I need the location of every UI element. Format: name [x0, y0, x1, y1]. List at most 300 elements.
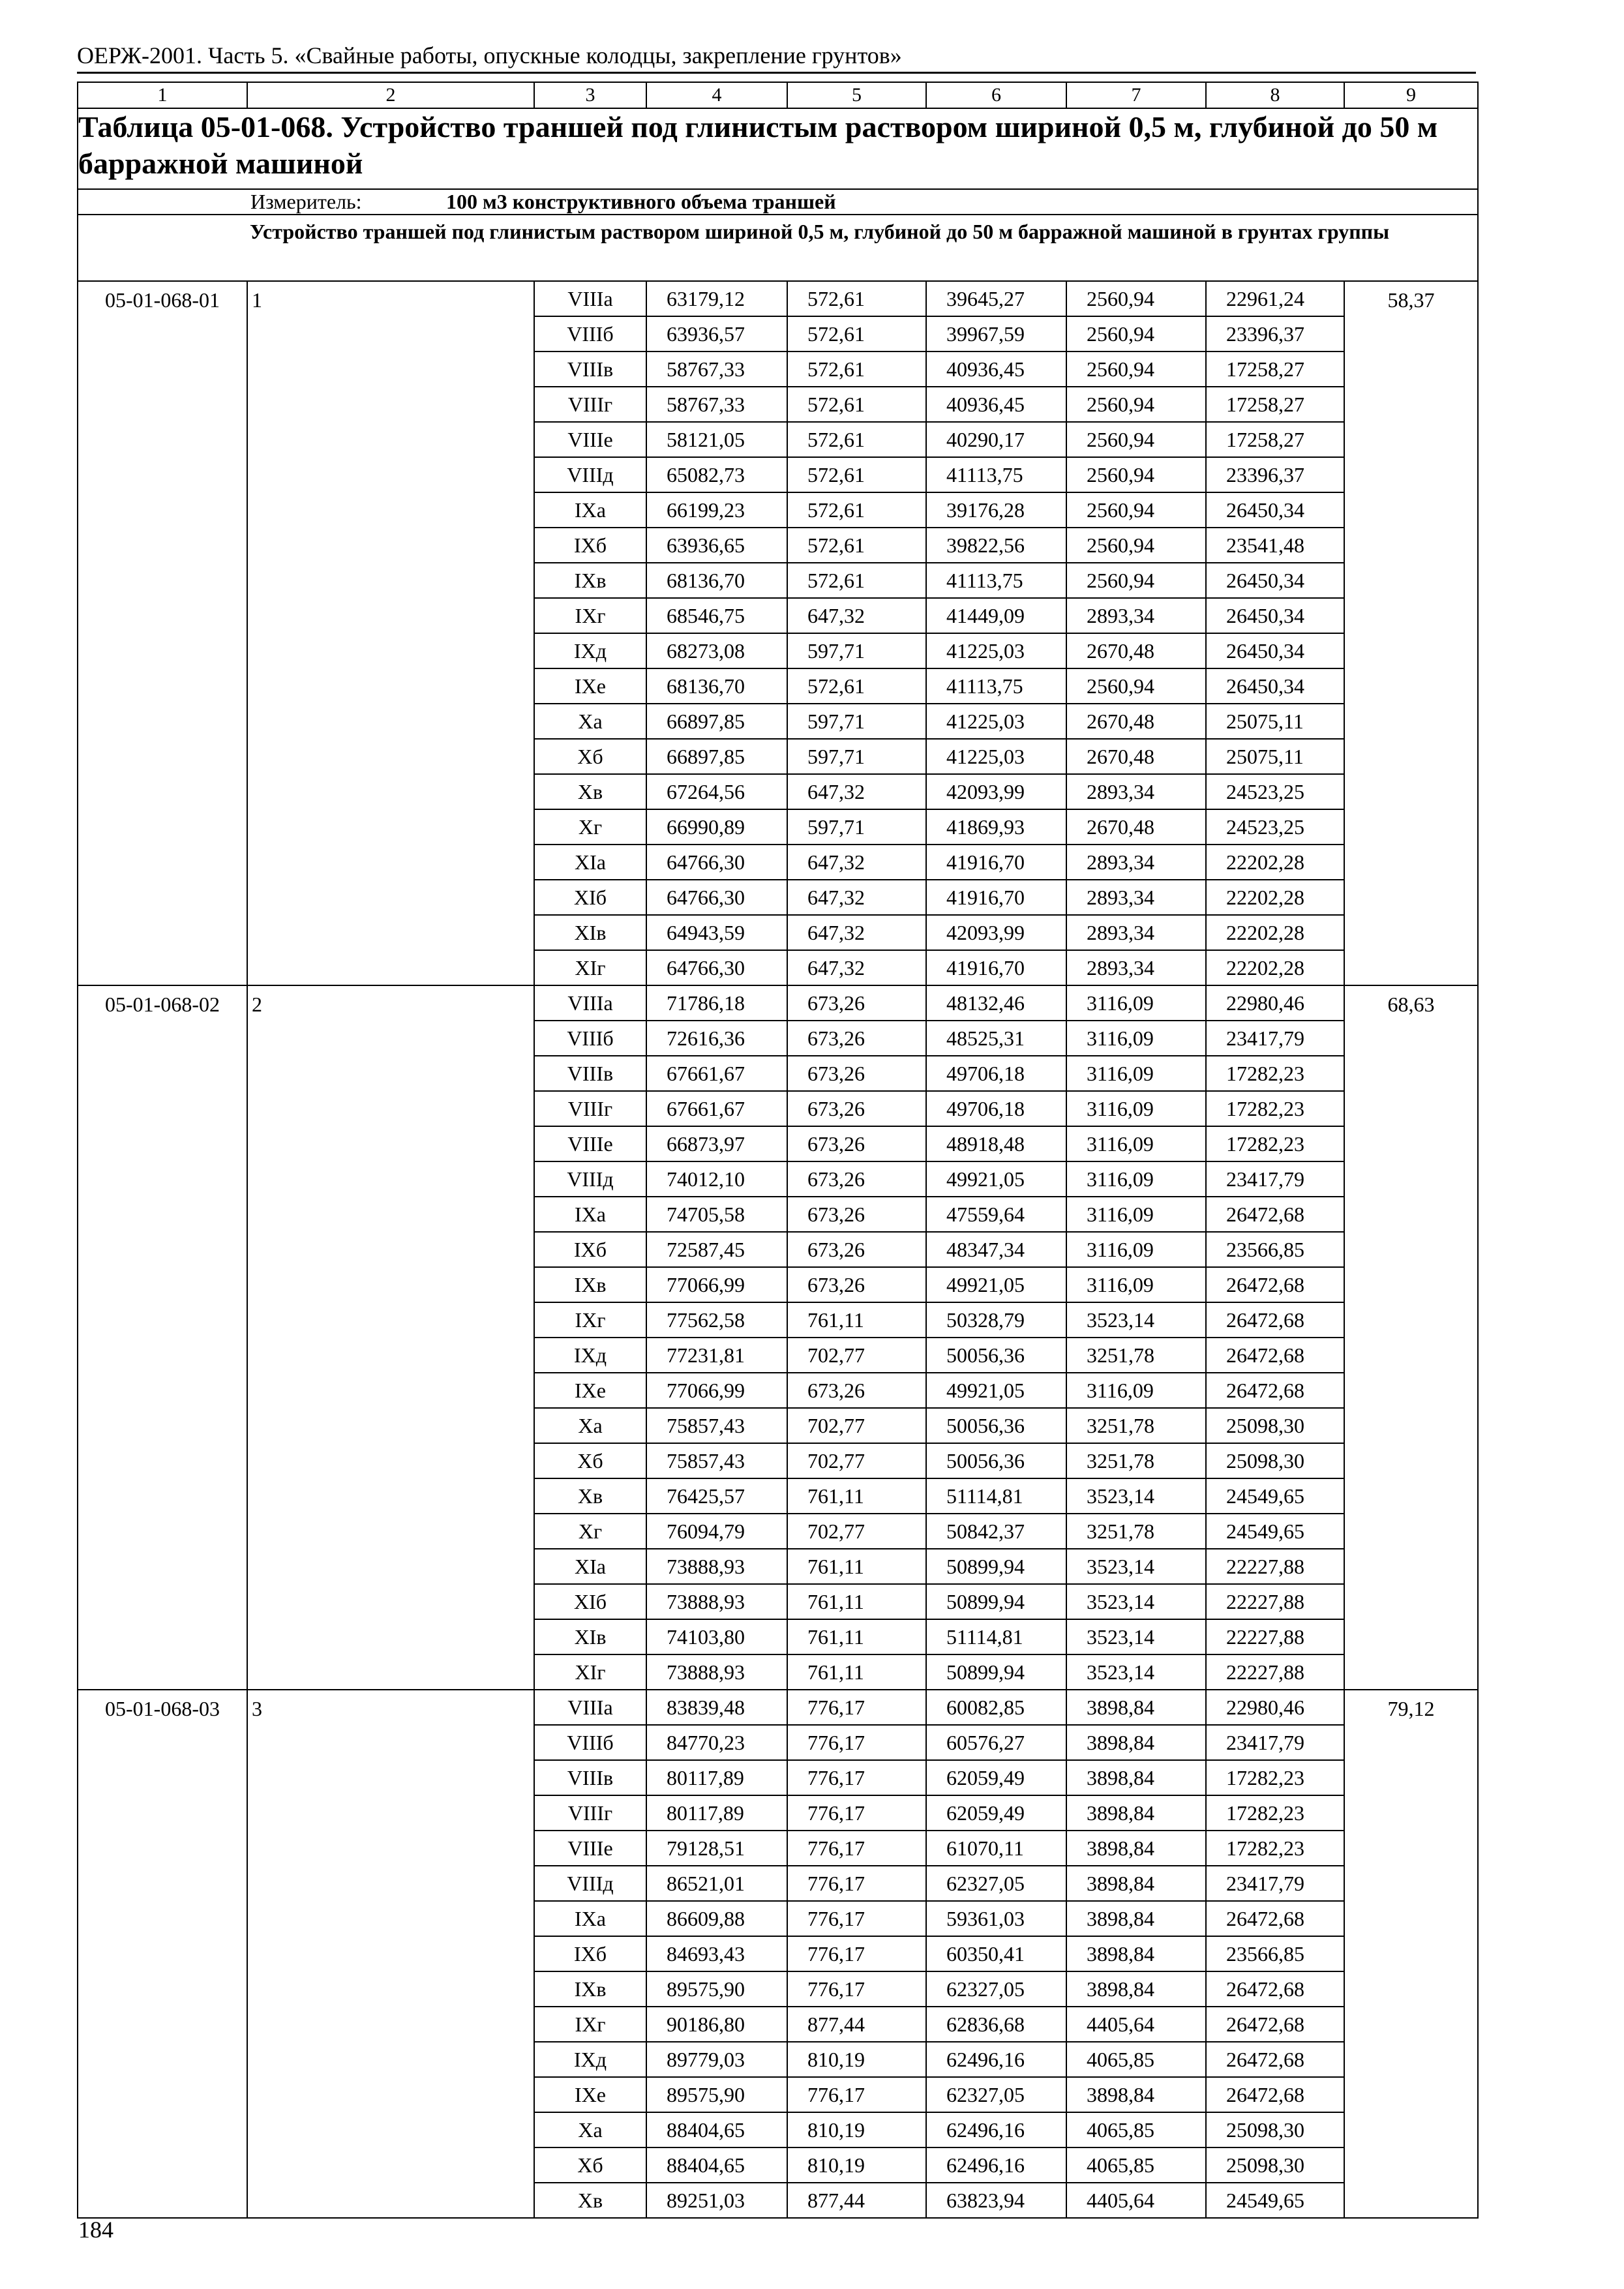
column-numbers-row	[78, 82, 1478, 108]
soil-group: Xв	[534, 1478, 646, 1514]
value-col-4: 80117,89	[646, 1760, 787, 1795]
soil-group: VIIIа	[534, 281, 646, 316]
value-col-4: 74705,58	[646, 1197, 787, 1232]
value-col-7: 3523,14	[1066, 1654, 1206, 1690]
value-col-4: 89779,03	[646, 2042, 787, 2077]
value-col-6: 60350,41	[926, 1936, 1066, 1971]
value-col-5: 776,17	[787, 1866, 926, 1901]
value-col-8: 26472,68	[1206, 1197, 1344, 1232]
soil-group: VIIIа	[534, 1690, 646, 1725]
soil-group: IXб	[534, 1936, 646, 1971]
rate-code: 05-01-068-03	[78, 1690, 247, 2218]
value-col-8: 22202,28	[1206, 915, 1344, 950]
value-col-4: 90186,80	[646, 2007, 787, 2042]
value-col-8: 22202,28	[1206, 950, 1344, 985]
value-col-8: 23417,79	[1206, 1725, 1344, 1760]
value-col-7: 4065,85	[1066, 2147, 1206, 2183]
value-col-6: 41916,70	[926, 880, 1066, 915]
value-col-6: 41916,70	[926, 845, 1066, 880]
page-number: 184	[78, 2217, 113, 2243]
value-col-5: 572,61	[787, 316, 926, 352]
value-col-5: 673,26	[787, 1021, 926, 1056]
value-col-8: 17282,23	[1206, 1795, 1344, 1831]
value-col-5: 702,77	[787, 1514, 926, 1549]
value-col-4: 66873,97	[646, 1126, 787, 1161]
value-col-5: 647,32	[787, 845, 926, 880]
rate-name: 3	[247, 1690, 534, 2218]
value-col-6: 40936,45	[926, 387, 1066, 422]
value-col-4: 88404,65	[646, 2147, 787, 2183]
value-col-6: 59361,03	[926, 1901, 1066, 1936]
column-number: 4	[646, 82, 787, 108]
value-col-8: 17282,23	[1206, 1760, 1344, 1795]
value-col-8: 26450,34	[1206, 633, 1344, 668]
value-col-5: 597,71	[787, 704, 926, 739]
soil-group: VIIIб	[534, 1021, 646, 1056]
value-col-5: 877,44	[787, 2007, 926, 2042]
value-col-9: 68,63	[1344, 985, 1478, 1690]
value-col-6: 42093,99	[926, 915, 1066, 950]
soil-group: IXе	[534, 668, 646, 704]
value-col-7: 3116,09	[1066, 1373, 1206, 1408]
value-col-8: 25098,30	[1206, 1408, 1344, 1443]
value-col-6: 51114,81	[926, 1619, 1066, 1654]
value-col-6: 41113,75	[926, 668, 1066, 704]
soil-group: IXб	[534, 528, 646, 563]
value-col-7: 3898,84	[1066, 1831, 1206, 1866]
rate-name: 1	[247, 281, 534, 985]
value-col-7: 2670,48	[1066, 739, 1206, 774]
value-col-5: 673,26	[787, 1373, 926, 1408]
soil-group: XIв	[534, 1619, 646, 1654]
value-col-5: 647,32	[787, 915, 926, 950]
soil-group: VIIIе	[534, 1126, 646, 1161]
value-col-7: 3116,09	[1066, 1197, 1206, 1232]
value-col-8: 26450,34	[1206, 563, 1344, 598]
value-col-7: 2560,94	[1066, 387, 1206, 422]
value-col-8: 23396,37	[1206, 457, 1344, 492]
value-col-8: 24549,65	[1206, 1514, 1344, 1549]
column-number: 7	[1066, 82, 1206, 108]
soil-group: Xб	[534, 739, 646, 774]
value-col-5: 597,71	[787, 633, 926, 668]
value-col-7: 3116,09	[1066, 1021, 1206, 1056]
soil-group: XIа	[534, 845, 646, 880]
value-col-4: 77231,81	[646, 1338, 787, 1373]
value-col-7: 3523,14	[1066, 1549, 1206, 1584]
value-col-5: 776,17	[787, 2077, 926, 2112]
value-col-6: 48132,46	[926, 985, 1066, 1021]
column-number: 2	[247, 82, 534, 108]
value-col-4: 64766,30	[646, 845, 787, 880]
value-col-5: 810,19	[787, 2042, 926, 2077]
value-col-8: 17258,27	[1206, 422, 1344, 457]
soil-group: XIб	[534, 880, 646, 915]
value-col-8: 26472,68	[1206, 1302, 1344, 1338]
soil-group: Xг	[534, 809, 646, 845]
value-col-8: 26472,68	[1206, 1338, 1344, 1373]
value-col-4: 75857,43	[646, 1443, 787, 1478]
value-col-4: 68273,08	[646, 633, 787, 668]
value-col-7: 3898,84	[1066, 1971, 1206, 2007]
soil-group: VIIIа	[534, 985, 646, 1021]
value-col-7: 4405,64	[1066, 2183, 1206, 2218]
soil-group: IXд	[534, 1338, 646, 1373]
value-col-4: 66897,85	[646, 739, 787, 774]
soil-group: VIIIд	[534, 1866, 646, 1901]
soil-group: XIв	[534, 915, 646, 950]
value-col-4: 73888,93	[646, 1549, 787, 1584]
value-col-7: 3898,84	[1066, 2077, 1206, 2112]
value-col-8: 24549,65	[1206, 2183, 1344, 2218]
value-col-7: 2893,34	[1066, 915, 1206, 950]
value-col-6: 62496,16	[926, 2112, 1066, 2147]
value-col-5: 572,61	[787, 387, 926, 422]
value-col-6: 62327,05	[926, 2077, 1066, 2112]
table-body	[78, 82, 1478, 2218]
value-col-6: 49706,18	[926, 1091, 1066, 1126]
value-col-5: 597,71	[787, 739, 926, 774]
value-col-4: 77066,99	[646, 1267, 787, 1302]
value-col-7: 4405,64	[1066, 2007, 1206, 2042]
value-col-7: 2893,34	[1066, 774, 1206, 809]
value-col-5: 702,77	[787, 1443, 926, 1478]
soil-group: VIIIб	[534, 316, 646, 352]
soil-group: IXв	[534, 1971, 646, 2007]
table-row	[78, 281, 1478, 316]
column-number: 9	[1344, 82, 1478, 108]
value-col-6: 49921,05	[926, 1161, 1066, 1197]
value-col-4: 88404,65	[646, 2112, 787, 2147]
value-col-4: 71786,18	[646, 985, 787, 1021]
value-col-4: 68136,70	[646, 668, 787, 704]
value-col-6: 51114,81	[926, 1478, 1066, 1514]
value-col-7: 4065,85	[1066, 2042, 1206, 2077]
value-col-7: 3898,84	[1066, 1725, 1206, 1760]
value-col-8: 17282,23	[1206, 1056, 1344, 1091]
value-col-7: 3116,09	[1066, 1126, 1206, 1161]
value-col-6: 39822,56	[926, 528, 1066, 563]
soil-group: VIIIг	[534, 1091, 646, 1126]
value-col-7: 2893,34	[1066, 950, 1206, 985]
value-col-8: 26472,68	[1206, 1901, 1344, 1936]
soil-group: Xб	[534, 1443, 646, 1478]
value-col-4: 66990,89	[646, 809, 787, 845]
value-col-5: 647,32	[787, 880, 926, 915]
value-col-5: 673,26	[787, 1161, 926, 1197]
value-col-5: 776,17	[787, 1831, 926, 1866]
value-col-8: 26472,68	[1206, 1971, 1344, 2007]
value-col-5: 761,11	[787, 1654, 926, 1690]
value-col-8: 26450,34	[1206, 668, 1344, 704]
value-col-8: 17282,23	[1206, 1831, 1344, 1866]
value-col-4: 68136,70	[646, 563, 787, 598]
value-col-5: 776,17	[787, 1795, 926, 1831]
value-col-4: 73888,93	[646, 1654, 787, 1690]
value-col-6: 50899,94	[926, 1654, 1066, 1690]
value-col-7: 2560,94	[1066, 457, 1206, 492]
measure-cell	[78, 189, 1478, 215]
value-col-4: 58767,33	[646, 387, 787, 422]
value-col-6: 41916,70	[926, 950, 1066, 985]
soil-group: IXг	[534, 598, 646, 633]
value-col-5: 810,19	[787, 2112, 926, 2147]
value-col-8: 24523,25	[1206, 809, 1344, 845]
value-col-6: 50056,36	[926, 1443, 1066, 1478]
value-col-7: 2893,34	[1066, 845, 1206, 880]
value-col-5: 647,32	[787, 774, 926, 809]
value-col-6: 39967,59	[926, 316, 1066, 352]
soil-group: IXд	[534, 633, 646, 668]
table-row	[78, 1690, 1478, 1725]
value-col-6: 62327,05	[926, 1971, 1066, 2007]
page-header: ОЕРЖ-2001. Часть 5. «Свайные работы, опускные колодцы, закрепление грунтов»	[77, 42, 902, 68]
soil-group: VIIIд	[534, 1161, 646, 1197]
value-col-7: 2560,94	[1066, 492, 1206, 528]
value-col-7: 3116,09	[1066, 1232, 1206, 1267]
soil-group: Xа	[534, 1408, 646, 1443]
header-rule	[77, 72, 1476, 74]
value-col-6: 50899,94	[926, 1549, 1066, 1584]
column-number: 8	[1206, 82, 1344, 108]
value-col-6: 62059,49	[926, 1760, 1066, 1795]
soil-group: VIIIг	[534, 1795, 646, 1831]
value-col-7: 2560,94	[1066, 668, 1206, 704]
soil-group: Xв	[534, 2183, 646, 2218]
value-col-7: 2560,94	[1066, 563, 1206, 598]
value-col-6: 62496,16	[926, 2147, 1066, 2183]
value-col-8: 26472,68	[1206, 2007, 1344, 2042]
rate-code: 05-01-068-01	[78, 281, 247, 985]
soil-group: VIIIв	[534, 352, 646, 387]
value-col-7: 4065,85	[1066, 2112, 1206, 2147]
value-col-4: 63936,65	[646, 528, 787, 563]
value-col-5: 776,17	[787, 1936, 926, 1971]
value-col-7: 2893,34	[1066, 598, 1206, 633]
soil-group: IXв	[534, 1267, 646, 1302]
subtitle: Устройство траншей под глинистым раствором шириной 0,5 м, глубиной до 50 м барражной машиной в грунтах группы	[247, 215, 1478, 281]
value-col-7: 3898,84	[1066, 1795, 1206, 1831]
soil-group: IXб	[534, 1232, 646, 1267]
measure-label: Измеритель:	[250, 190, 362, 213]
value-col-5: 810,19	[787, 2147, 926, 2183]
value-col-7: 3898,84	[1066, 1936, 1206, 1971]
value-col-6: 41225,03	[926, 704, 1066, 739]
value-col-7: 3251,78	[1066, 1338, 1206, 1373]
value-col-8: 26450,34	[1206, 492, 1344, 528]
value-col-6: 40290,17	[926, 422, 1066, 457]
value-col-8: 23566,85	[1206, 1936, 1344, 1971]
value-col-5: 673,26	[787, 1091, 926, 1126]
value-col-4: 89575,90	[646, 1971, 787, 2007]
value-col-9: 58,37	[1344, 281, 1478, 985]
value-col-7: 2560,94	[1066, 528, 1206, 563]
value-col-8: 25098,30	[1206, 2147, 1344, 2183]
soil-group: XIг	[534, 950, 646, 985]
soil-group: XIб	[534, 1584, 646, 1619]
value-col-7: 3523,14	[1066, 1302, 1206, 1338]
value-col-6: 50056,36	[926, 1408, 1066, 1443]
value-col-4: 58767,33	[646, 352, 787, 387]
value-col-4: 66199,23	[646, 492, 787, 528]
value-col-6: 41869,93	[926, 809, 1066, 845]
value-col-5: 776,17	[787, 1760, 926, 1795]
value-col-4: 79128,51	[646, 1831, 787, 1866]
value-col-4: 72587,45	[646, 1232, 787, 1267]
column-number: 6	[926, 82, 1066, 108]
value-col-6: 63823,94	[926, 2183, 1066, 2218]
value-col-4: 67661,67	[646, 1056, 787, 1091]
value-col-4: 67264,56	[646, 774, 787, 809]
soil-group: VIIIг	[534, 387, 646, 422]
value-col-7: 3523,14	[1066, 1619, 1206, 1654]
value-col-4: 72616,36	[646, 1021, 787, 1056]
value-col-6: 39176,28	[926, 492, 1066, 528]
rate-code: 05-01-068-02	[78, 985, 247, 1690]
value-col-6: 48347,34	[926, 1232, 1066, 1267]
value-col-5: 673,26	[787, 1267, 926, 1302]
value-col-4: 76425,57	[646, 1478, 787, 1514]
value-col-7: 2560,94	[1066, 352, 1206, 387]
value-col-8: 26472,68	[1206, 1267, 1344, 1302]
value-col-4: 67661,67	[646, 1091, 787, 1126]
value-col-5: 673,26	[787, 1232, 926, 1267]
value-col-7: 3523,14	[1066, 1478, 1206, 1514]
subtitle-blank	[78, 215, 247, 281]
value-col-7: 2560,94	[1066, 422, 1206, 457]
soil-group: IXа	[534, 1901, 646, 1936]
value-col-5: 776,17	[787, 1901, 926, 1936]
soil-group: IXа	[534, 492, 646, 528]
value-col-6: 60082,85	[926, 1690, 1066, 1725]
value-col-6: 50056,36	[926, 1338, 1066, 1373]
value-col-4: 75857,43	[646, 1408, 787, 1443]
measure-value: 100 м3 конструктивного объема траншей	[446, 190, 836, 213]
value-col-6: 48918,48	[926, 1126, 1066, 1161]
value-col-7: 3116,09	[1066, 1267, 1206, 1302]
value-col-5: 673,26	[787, 985, 926, 1021]
value-col-6: 61070,11	[926, 1831, 1066, 1866]
value-col-4: 89251,03	[646, 2183, 787, 2218]
value-col-5: 761,11	[787, 1549, 926, 1584]
value-col-6: 39645,27	[926, 281, 1066, 316]
value-col-8: 22227,88	[1206, 1549, 1344, 1584]
value-col-6: 41113,75	[926, 563, 1066, 598]
value-col-8: 23566,85	[1206, 1232, 1344, 1267]
value-col-6: 62836,68	[926, 2007, 1066, 2042]
soil-group: XIг	[534, 1654, 646, 1690]
value-col-8: 17282,23	[1206, 1126, 1344, 1161]
value-col-6: 41113,75	[926, 457, 1066, 492]
value-col-6: 62496,16	[926, 2042, 1066, 2077]
value-col-7: 3116,09	[1066, 1056, 1206, 1091]
value-col-7: 2670,48	[1066, 633, 1206, 668]
value-col-4: 86609,88	[646, 1901, 787, 1936]
value-col-8: 22227,88	[1206, 1619, 1344, 1654]
value-col-8: 22980,46	[1206, 1690, 1344, 1725]
value-col-8: 23417,79	[1206, 1866, 1344, 1901]
soil-group: VIIIе	[534, 422, 646, 457]
value-col-4: 77562,58	[646, 1302, 787, 1338]
soil-group: IXе	[534, 2077, 646, 2112]
value-col-5: 572,61	[787, 352, 926, 387]
value-col-5: 673,26	[787, 1056, 926, 1091]
value-col-8: 22202,28	[1206, 880, 1344, 915]
value-col-7: 3251,78	[1066, 1514, 1206, 1549]
value-col-5: 647,32	[787, 598, 926, 633]
value-col-5: 877,44	[787, 2183, 926, 2218]
value-col-7: 3898,84	[1066, 1690, 1206, 1725]
value-col-4: 63179,12	[646, 281, 787, 316]
value-col-7: 2560,94	[1066, 316, 1206, 352]
value-col-4: 74103,80	[646, 1619, 787, 1654]
value-col-5: 776,17	[787, 1725, 926, 1760]
value-col-8: 25075,11	[1206, 704, 1344, 739]
value-col-6: 49921,05	[926, 1267, 1066, 1302]
soil-group: VIIIв	[534, 1760, 646, 1795]
value-col-5: 673,26	[787, 1197, 926, 1232]
value-col-4: 77066,99	[646, 1373, 787, 1408]
value-col-5: 761,11	[787, 1619, 926, 1654]
value-col-8: 26450,34	[1206, 598, 1344, 633]
soil-group: VIIIд	[534, 457, 646, 492]
value-col-4: 64943,59	[646, 915, 787, 950]
value-col-4: 68546,75	[646, 598, 787, 633]
value-col-4: 76094,79	[646, 1514, 787, 1549]
value-col-8: 23396,37	[1206, 316, 1344, 352]
value-col-7: 2893,34	[1066, 880, 1206, 915]
value-col-6: 50328,79	[926, 1302, 1066, 1338]
value-col-6: 50899,94	[926, 1584, 1066, 1619]
soil-group: Xв	[534, 774, 646, 809]
column-number: 1	[78, 82, 247, 108]
value-col-6: 47559,64	[926, 1197, 1066, 1232]
value-col-4: 65082,73	[646, 457, 787, 492]
value-col-4: 74012,10	[646, 1161, 787, 1197]
value-col-6: 41225,03	[926, 739, 1066, 774]
value-col-6: 62059,49	[926, 1795, 1066, 1831]
value-col-7: 3898,84	[1066, 1866, 1206, 1901]
value-col-6: 50842,37	[926, 1514, 1066, 1549]
value-col-4: 84770,23	[646, 1725, 787, 1760]
value-col-6: 48525,31	[926, 1021, 1066, 1056]
value-col-6: 41449,09	[926, 598, 1066, 633]
value-col-7: 3251,78	[1066, 1443, 1206, 1478]
value-col-4: 83839,48	[646, 1690, 787, 1725]
value-col-8: 24549,65	[1206, 1478, 1344, 1514]
value-col-8: 17258,27	[1206, 387, 1344, 422]
value-col-4: 66897,85	[646, 704, 787, 739]
value-col-7: 2560,94	[1066, 281, 1206, 316]
value-col-5: 572,61	[787, 528, 926, 563]
value-col-8: 22202,28	[1206, 845, 1344, 880]
value-col-4: 80117,89	[646, 1795, 787, 1831]
column-number: 3	[534, 82, 646, 108]
value-col-6: 60576,27	[926, 1725, 1066, 1760]
value-col-7: 3898,84	[1066, 1901, 1206, 1936]
value-col-5: 572,61	[787, 457, 926, 492]
soil-group: VIIIе	[534, 1831, 646, 1866]
value-col-8: 26472,68	[1206, 2077, 1344, 2112]
value-col-5: 572,61	[787, 422, 926, 457]
value-col-7: 3116,09	[1066, 1091, 1206, 1126]
soil-group: Xа	[534, 2112, 646, 2147]
rates-table	[77, 82, 1479, 2219]
subtitle-row	[78, 215, 1478, 281]
rate-name: 2	[247, 985, 534, 1690]
value-col-4: 84693,43	[646, 1936, 787, 1971]
soil-group: IXг	[534, 1302, 646, 1338]
